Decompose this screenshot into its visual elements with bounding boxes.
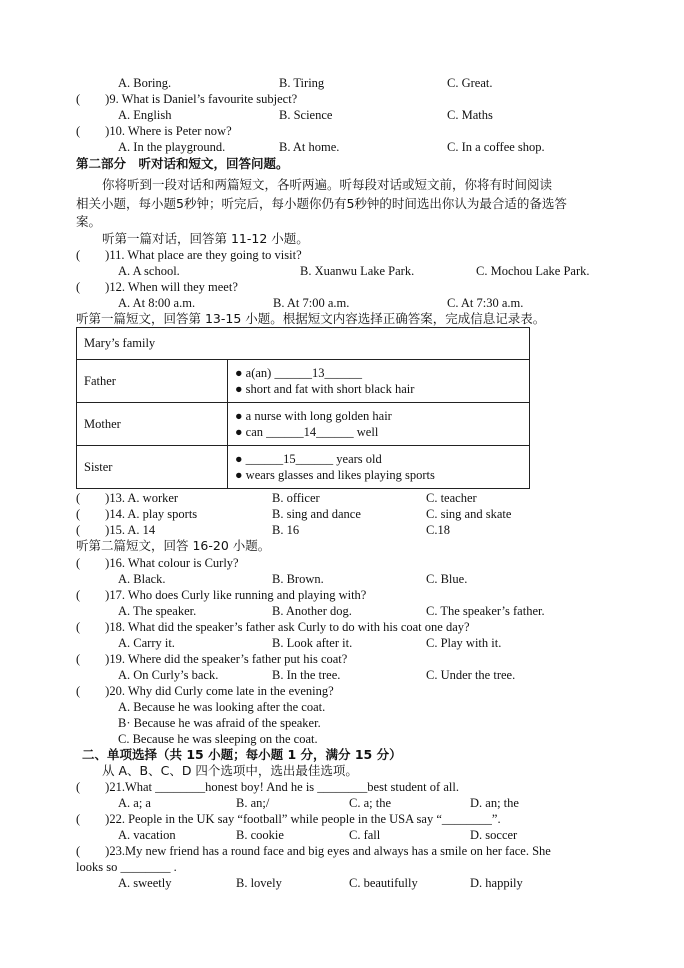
dialog1-heading: 听第一篇对话，回答第 11-12 小题。 <box>102 231 309 246</box>
part2-title: 第二部分 听对话和短文，回答问题。 <box>76 156 289 171</box>
father-info <box>228 360 530 403</box>
q12-option-c: C. At 7:30 a.m. <box>447 296 524 310</box>
q8-option-c: C. Great. <box>447 76 493 90</box>
q23-option-d: D. happily <box>470 876 523 890</box>
question-15: ( )15. A. 14 <box>76 523 156 537</box>
q19-option-c: C. Under the tree. <box>426 668 516 682</box>
sister-label: Sister <box>77 446 228 489</box>
question-12: ( )12. When will they meet? <box>76 280 238 294</box>
q18-option-b: B. Look after it. <box>272 636 353 650</box>
part2-instruction-line2: 相关小题，每小题5秒钟；听完后，每小题你仍有5秒钟的时间选出你认为最合适的备选答 <box>76 196 567 211</box>
mother-info <box>228 403 530 446</box>
q10-option-b: B. At home. <box>279 140 340 154</box>
q8-option-b: B. Tiring <box>279 76 325 90</box>
q21-option-a: A. a; a <box>118 796 151 810</box>
father-label: Father <box>77 360 228 403</box>
question-23-line1: ( )23.My new friend has a round face and big eyes and always has a smile on her face. She <box>76 844 551 858</box>
q20-option-b: B· Because he was afraid of the speaker. <box>118 716 321 730</box>
q18-option-c: C. Play with it. <box>426 636 502 650</box>
sister-line-2: ● wears glasses and likes playing sports <box>235 468 435 482</box>
question-22: ( )22. People in the UK say “football” while people in the USA say “________”. <box>76 812 501 826</box>
q17-option-a: A. The speaker. <box>118 604 197 618</box>
question-13: ( )13. A. worker <box>76 491 179 505</box>
q22-option-a: A. vacation <box>118 828 176 842</box>
question-20: ( )20. Why did Curly come late in the evening? <box>76 684 334 698</box>
q22-option-c: C. fall <box>349 828 381 842</box>
q16-option-b: B. Brown. <box>272 572 324 586</box>
question-11: ( )11. What place are they going to visit? <box>76 248 302 262</box>
q9-option-c: C. Maths <box>447 108 493 122</box>
q12-option-b: B. At 7:00 a.m. <box>273 296 350 310</box>
question-9: ( )9. What is Daniel’s favourite subject? <box>76 92 298 106</box>
q12-option-a: A. At 8:00 a.m. <box>118 296 196 310</box>
q21-option-c: C. a; the <box>349 796 392 810</box>
q11-option-b: B. Xuanwu Lake Park. <box>300 264 415 278</box>
q15-option-c: C.18 <box>426 523 450 537</box>
q9-option-a: A. English <box>118 108 172 122</box>
question-23-line2: looks so ________ . <box>76 860 177 874</box>
question-17: ( )17. Who does Curly like running and playing with? <box>76 588 367 602</box>
q10-option-c: C. In a coffee shop. <box>447 140 545 154</box>
q15-option-b: B. 16 <box>272 523 300 537</box>
q21-option-d: D. an; the <box>470 796 519 810</box>
q19-option-b: B. In the tree. <box>272 668 341 682</box>
q13-option-c: C. teacher <box>426 491 477 505</box>
question-19: ( )19. Where did the speaker’s father put his coat? <box>76 652 348 666</box>
part2-instruction-line3: 案。 <box>76 214 102 229</box>
question-21: ( )21.What ________honest boy! And he is ________best student of all. <box>76 780 459 794</box>
q18-option-a: A. Carry it. <box>118 636 175 650</box>
q11-option-a: A. A school. <box>118 264 180 278</box>
part2-instruction-line1: 你将听到一段对话和两篇短文，各听两遍。听每段对话或短文前，你将有时间阅读 <box>102 177 553 192</box>
father-line-1: ● a(an) ______13______ <box>235 366 362 380</box>
q9-option-b: B. Science <box>279 108 333 122</box>
mother-line-2: ● can ______14______ well <box>235 425 379 439</box>
q11-option-c: C. Mochou Lake Park. <box>476 264 590 278</box>
q21-option-b: B. an;/ <box>236 796 270 810</box>
q20-option-a: A. Because he was looking after the coat. <box>118 700 326 714</box>
q23-option-a: A. sweetly <box>118 876 172 890</box>
q19-option-a: A. On Curly’s back. <box>118 668 219 682</box>
q8-option-a: A. Boring. <box>118 76 172 90</box>
question-18: ( )18. What did the speaker’s father ask Curly to do with his coat one day? <box>76 620 470 634</box>
q22-option-d: D. soccer <box>470 828 518 842</box>
section2-instruction: 从 A、B、C、D 四个选项中，选出最佳选项。 <box>102 763 358 778</box>
q23-option-b: B. lovely <box>236 876 282 890</box>
q10-option-a: A. In the playground. <box>118 140 226 154</box>
sister-info <box>228 446 530 489</box>
q16-option-c: C. Blue. <box>426 572 468 586</box>
q17-option-c: C. The speaker’s father. <box>426 604 545 618</box>
sister-line-1: ● ______15______ years old <box>235 452 382 466</box>
q13-option-b: B. officer <box>272 491 320 505</box>
father-line-2: ● short and fat with short black hair <box>235 382 415 396</box>
q23-option-c: C. beautifully <box>349 876 418 890</box>
section2-title: 二、单项选择（共 15 小题；每小题 1 分，满分 15 分） <box>82 747 402 762</box>
q17-option-b: B. Another dog. <box>272 604 352 618</box>
q14-option-b: B. sing and dance <box>272 507 361 521</box>
q14-option-c: C. sing and skate <box>426 507 512 521</box>
mother-label: Mother <box>77 403 228 446</box>
q22-option-b: B. cookie <box>236 828 284 842</box>
question-16: ( )16. What colour is Curly? <box>76 556 239 570</box>
table-title: Mary’s family <box>77 328 530 360</box>
passage2-heading: 听第二篇短文，回答 16-20 小题。 <box>76 538 271 553</box>
q20-option-c: C. Because he was sleeping on the coat. <box>118 732 318 746</box>
mother-line-1: ● a nurse with long golden hair <box>235 409 392 423</box>
question-10: ( )10. Where is Peter now? <box>76 124 232 138</box>
passage1-heading: 听第一篇短文，回答第 13-15 小题。根据短文内容选择正确答案，完成信息记录表。 <box>76 311 546 326</box>
question-14: ( )14. A. play sports <box>76 507 198 521</box>
q16-option-a: A. Black. <box>118 572 166 586</box>
marys-family-table <box>76 327 530 489</box>
